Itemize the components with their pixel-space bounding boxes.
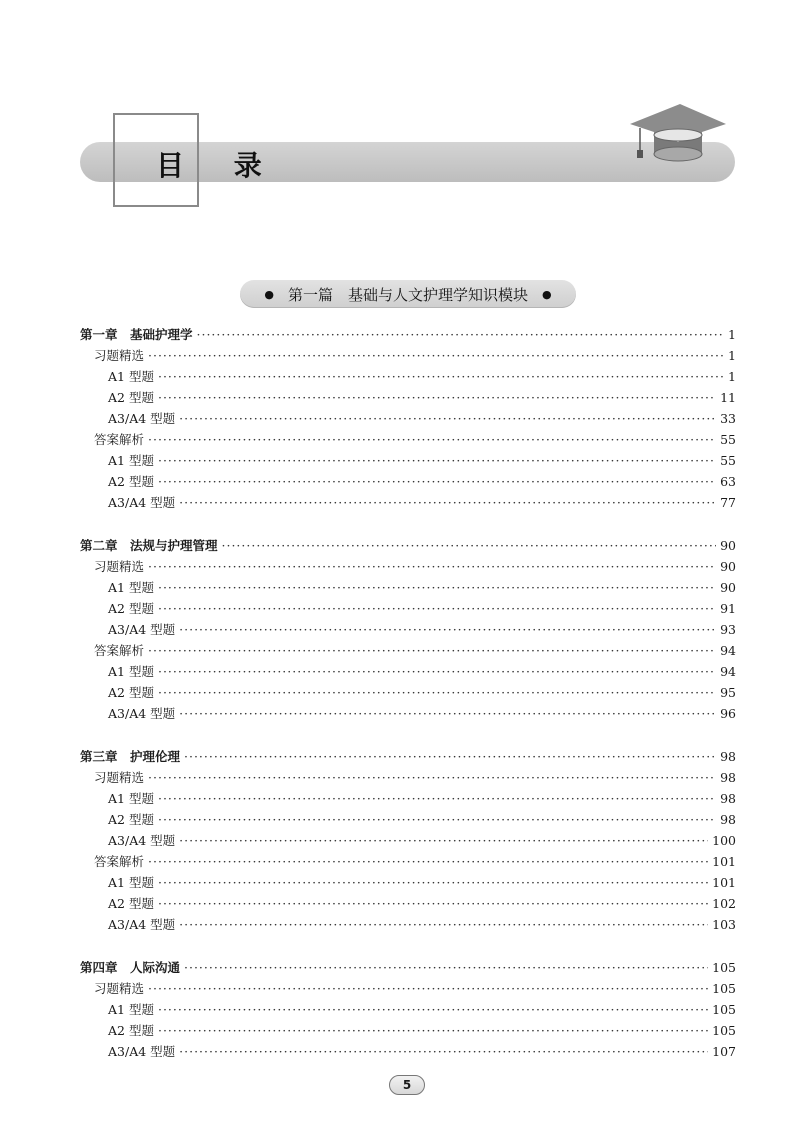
toc-entry-page: 1 <box>728 369 736 384</box>
toc-entry-label: A3/A4 型题 <box>108 1044 176 1059</box>
toc-item[interactable] <box>80 1000 736 1021</box>
toc-entry-page: 105 <box>712 1023 736 1038</box>
toc-entry-page: 105 <box>712 1002 736 1017</box>
toc-entry-page: 98 <box>720 749 736 764</box>
dot-leader <box>197 327 725 342</box>
dot-leader <box>158 896 708 911</box>
toc-subsection[interactable] <box>80 430 736 451</box>
toc-item[interactable] <box>80 578 736 599</box>
toc-entry-label: A3/A4 型题 <box>108 706 176 721</box>
toc-entry-label: 习题精选 <box>94 559 145 574</box>
toc-entry-page: 94 <box>720 664 736 679</box>
dot-leader <box>179 622 716 637</box>
chapter-gap <box>80 936 736 958</box>
toc-entry-label: 答案解析 <box>94 854 145 869</box>
toc-entry-page: 55 <box>720 453 736 468</box>
page-title: 目 录 <box>156 149 282 182</box>
toc-entry-page: 101 <box>712 875 736 890</box>
toc-item[interactable] <box>80 472 736 493</box>
toc-entry-page: 98 <box>720 791 736 806</box>
toc-entry-page: 33 <box>720 411 736 426</box>
toc-entry-label: A2 型题 <box>108 1023 154 1038</box>
toc-chapter[interactable] <box>80 536 736 557</box>
toc-item[interactable] <box>80 1042 736 1063</box>
toc-subsection[interactable] <box>80 979 736 1000</box>
dot-leader <box>158 1023 708 1038</box>
dot-leader <box>179 411 716 426</box>
toc-entry-page: 101 <box>712 854 736 869</box>
toc-item[interactable] <box>80 831 736 852</box>
dot-leader <box>148 981 708 996</box>
toc-entry-label: A1 型题 <box>108 791 154 806</box>
toc-entry-page: 90 <box>720 538 736 553</box>
toc-item[interactable] <box>80 620 736 641</box>
toc-entry-page: 103 <box>712 917 736 932</box>
toc-entry-label: 第二章 法规与护理管理 <box>80 538 218 553</box>
toc-item[interactable] <box>80 789 736 810</box>
toc-entry-label: A2 型题 <box>108 601 154 616</box>
toc-item[interactable] <box>80 388 736 409</box>
toc-subsection[interactable] <box>80 346 736 367</box>
toc-item[interactable] <box>80 599 736 620</box>
toc-entry-page: 107 <box>712 1044 736 1059</box>
bullet-icon: ● <box>264 287 274 301</box>
toc-entry-page: 95 <box>720 685 736 700</box>
toc-entry-page: 90 <box>720 580 736 595</box>
dot-leader <box>158 664 716 679</box>
toc-item[interactable] <box>80 915 736 936</box>
dot-leader <box>158 791 716 806</box>
dot-leader <box>148 432 716 447</box>
toc-item[interactable] <box>80 873 736 894</box>
toc-entry-label: 第一章 基础护理学 <box>80 327 193 342</box>
toc-subsection[interactable] <box>80 641 736 662</box>
toc-entry-label: A2 型题 <box>108 812 154 827</box>
toc-entry-label: A3/A4 型题 <box>108 411 176 426</box>
dot-leader <box>179 1044 708 1059</box>
toc-entry-page: 98 <box>720 812 736 827</box>
toc-entry-label: 习题精选 <box>94 981 145 996</box>
toc-entry-label: 第三章 护理伦理 <box>80 749 181 764</box>
toc-entry-page: 91 <box>720 601 736 616</box>
dot-leader <box>184 749 716 764</box>
toc-entry-page: 102 <box>712 896 736 911</box>
dot-leader <box>179 917 708 932</box>
toc-entry-label: A3/A4 型题 <box>108 495 176 510</box>
dot-leader <box>179 706 716 721</box>
toc-item[interactable] <box>80 683 736 704</box>
page-number: 5 <box>402 1078 412 1092</box>
toc-entry-page: 11 <box>720 390 736 405</box>
page-number-badge <box>389 1075 425 1095</box>
graduation-cap-icon <box>628 102 728 168</box>
toc-entry-page: 1 <box>728 348 736 363</box>
dot-leader <box>158 875 708 890</box>
toc-item[interactable] <box>80 1021 736 1042</box>
dot-leader <box>222 538 717 553</box>
toc-entry-page: 100 <box>712 833 736 848</box>
toc-item[interactable] <box>80 451 736 472</box>
table-of-contents <box>80 325 736 1063</box>
dot-leader <box>179 495 716 510</box>
section-heading <box>240 280 576 308</box>
toc-entry-label: A2 型题 <box>108 896 154 911</box>
toc-subsection[interactable] <box>80 557 736 578</box>
dot-leader <box>148 770 716 785</box>
dot-leader <box>158 390 716 405</box>
dot-leader <box>158 580 716 595</box>
dot-leader <box>158 453 716 468</box>
toc-item[interactable] <box>80 367 736 388</box>
toc-entry-page: 94 <box>720 643 736 658</box>
dot-leader <box>179 833 708 848</box>
toc-item[interactable] <box>80 704 736 725</box>
toc-entry-label: A1 型题 <box>108 453 154 468</box>
toc-entry-label: A3/A4 型题 <box>108 917 176 932</box>
toc-entry-page: 77 <box>720 495 736 510</box>
toc-entry-page: 1 <box>728 327 736 342</box>
toc-entry-label: A2 型题 <box>108 474 154 489</box>
toc-entry-label: A1 型题 <box>108 369 154 384</box>
dot-leader <box>158 601 716 616</box>
toc-entry-page: 105 <box>712 981 736 996</box>
dot-leader <box>158 369 724 384</box>
toc-item[interactable] <box>80 894 736 915</box>
toc-entry-page: 93 <box>720 622 736 637</box>
toc-entry-page: 55 <box>720 432 736 447</box>
dot-leader <box>148 854 708 869</box>
toc-entry-label: A2 型题 <box>108 390 154 405</box>
dot-leader <box>158 812 716 827</box>
toc-entry-page: 105 <box>712 960 736 975</box>
toc-item[interactable] <box>80 409 736 430</box>
toc-entry-label: A1 型题 <box>108 664 154 679</box>
toc-entry-label: 第四章 人际沟通 <box>80 960 181 975</box>
toc-item[interactable] <box>80 662 736 683</box>
dot-leader <box>158 1002 708 1017</box>
chapter-gap <box>80 725 736 747</box>
dot-leader <box>184 960 708 975</box>
toc-chapter[interactable] <box>80 958 736 979</box>
dot-leader <box>158 685 716 700</box>
toc-entry-label: 习题精选 <box>94 348 145 363</box>
toc-entry-label: A3/A4 型题 <box>108 833 176 848</box>
dot-leader <box>158 474 716 489</box>
dot-leader <box>148 559 716 574</box>
section-title: 第一篇 基础与人文护理学知识模块 <box>287 285 528 304</box>
toc-entry-label: A1 型题 <box>108 875 154 890</box>
toc-entry-page: 63 <box>720 474 736 489</box>
toc-entry-page: 98 <box>720 770 736 785</box>
toc-entry-page: 90 <box>720 559 736 574</box>
toc-subsection[interactable] <box>80 852 736 873</box>
toc-chapter[interactable] <box>80 747 736 768</box>
toc-entry-label: 答案解析 <box>94 432 145 447</box>
dot-leader <box>148 348 724 363</box>
toc-entry-label: 习题精选 <box>94 770 145 785</box>
dot-leader <box>148 643 716 658</box>
toc-entry-label: A2 型题 <box>108 685 154 700</box>
toc-entry-page: 96 <box>720 706 736 721</box>
toc-subsection[interactable] <box>80 768 736 789</box>
toc-item[interactable] <box>80 810 736 831</box>
toc-entry-label: 答案解析 <box>94 643 145 658</box>
toc-entry-label: A3/A4 型题 <box>108 622 176 637</box>
bullet-icon: ● <box>542 287 552 301</box>
toc-entry-label: A1 型题 <box>108 580 154 595</box>
toc-entry-label: A1 型题 <box>108 1002 154 1017</box>
chapter-gap <box>80 514 736 536</box>
toc-item[interactable] <box>80 493 736 514</box>
toc-chapter[interactable] <box>80 325 736 346</box>
